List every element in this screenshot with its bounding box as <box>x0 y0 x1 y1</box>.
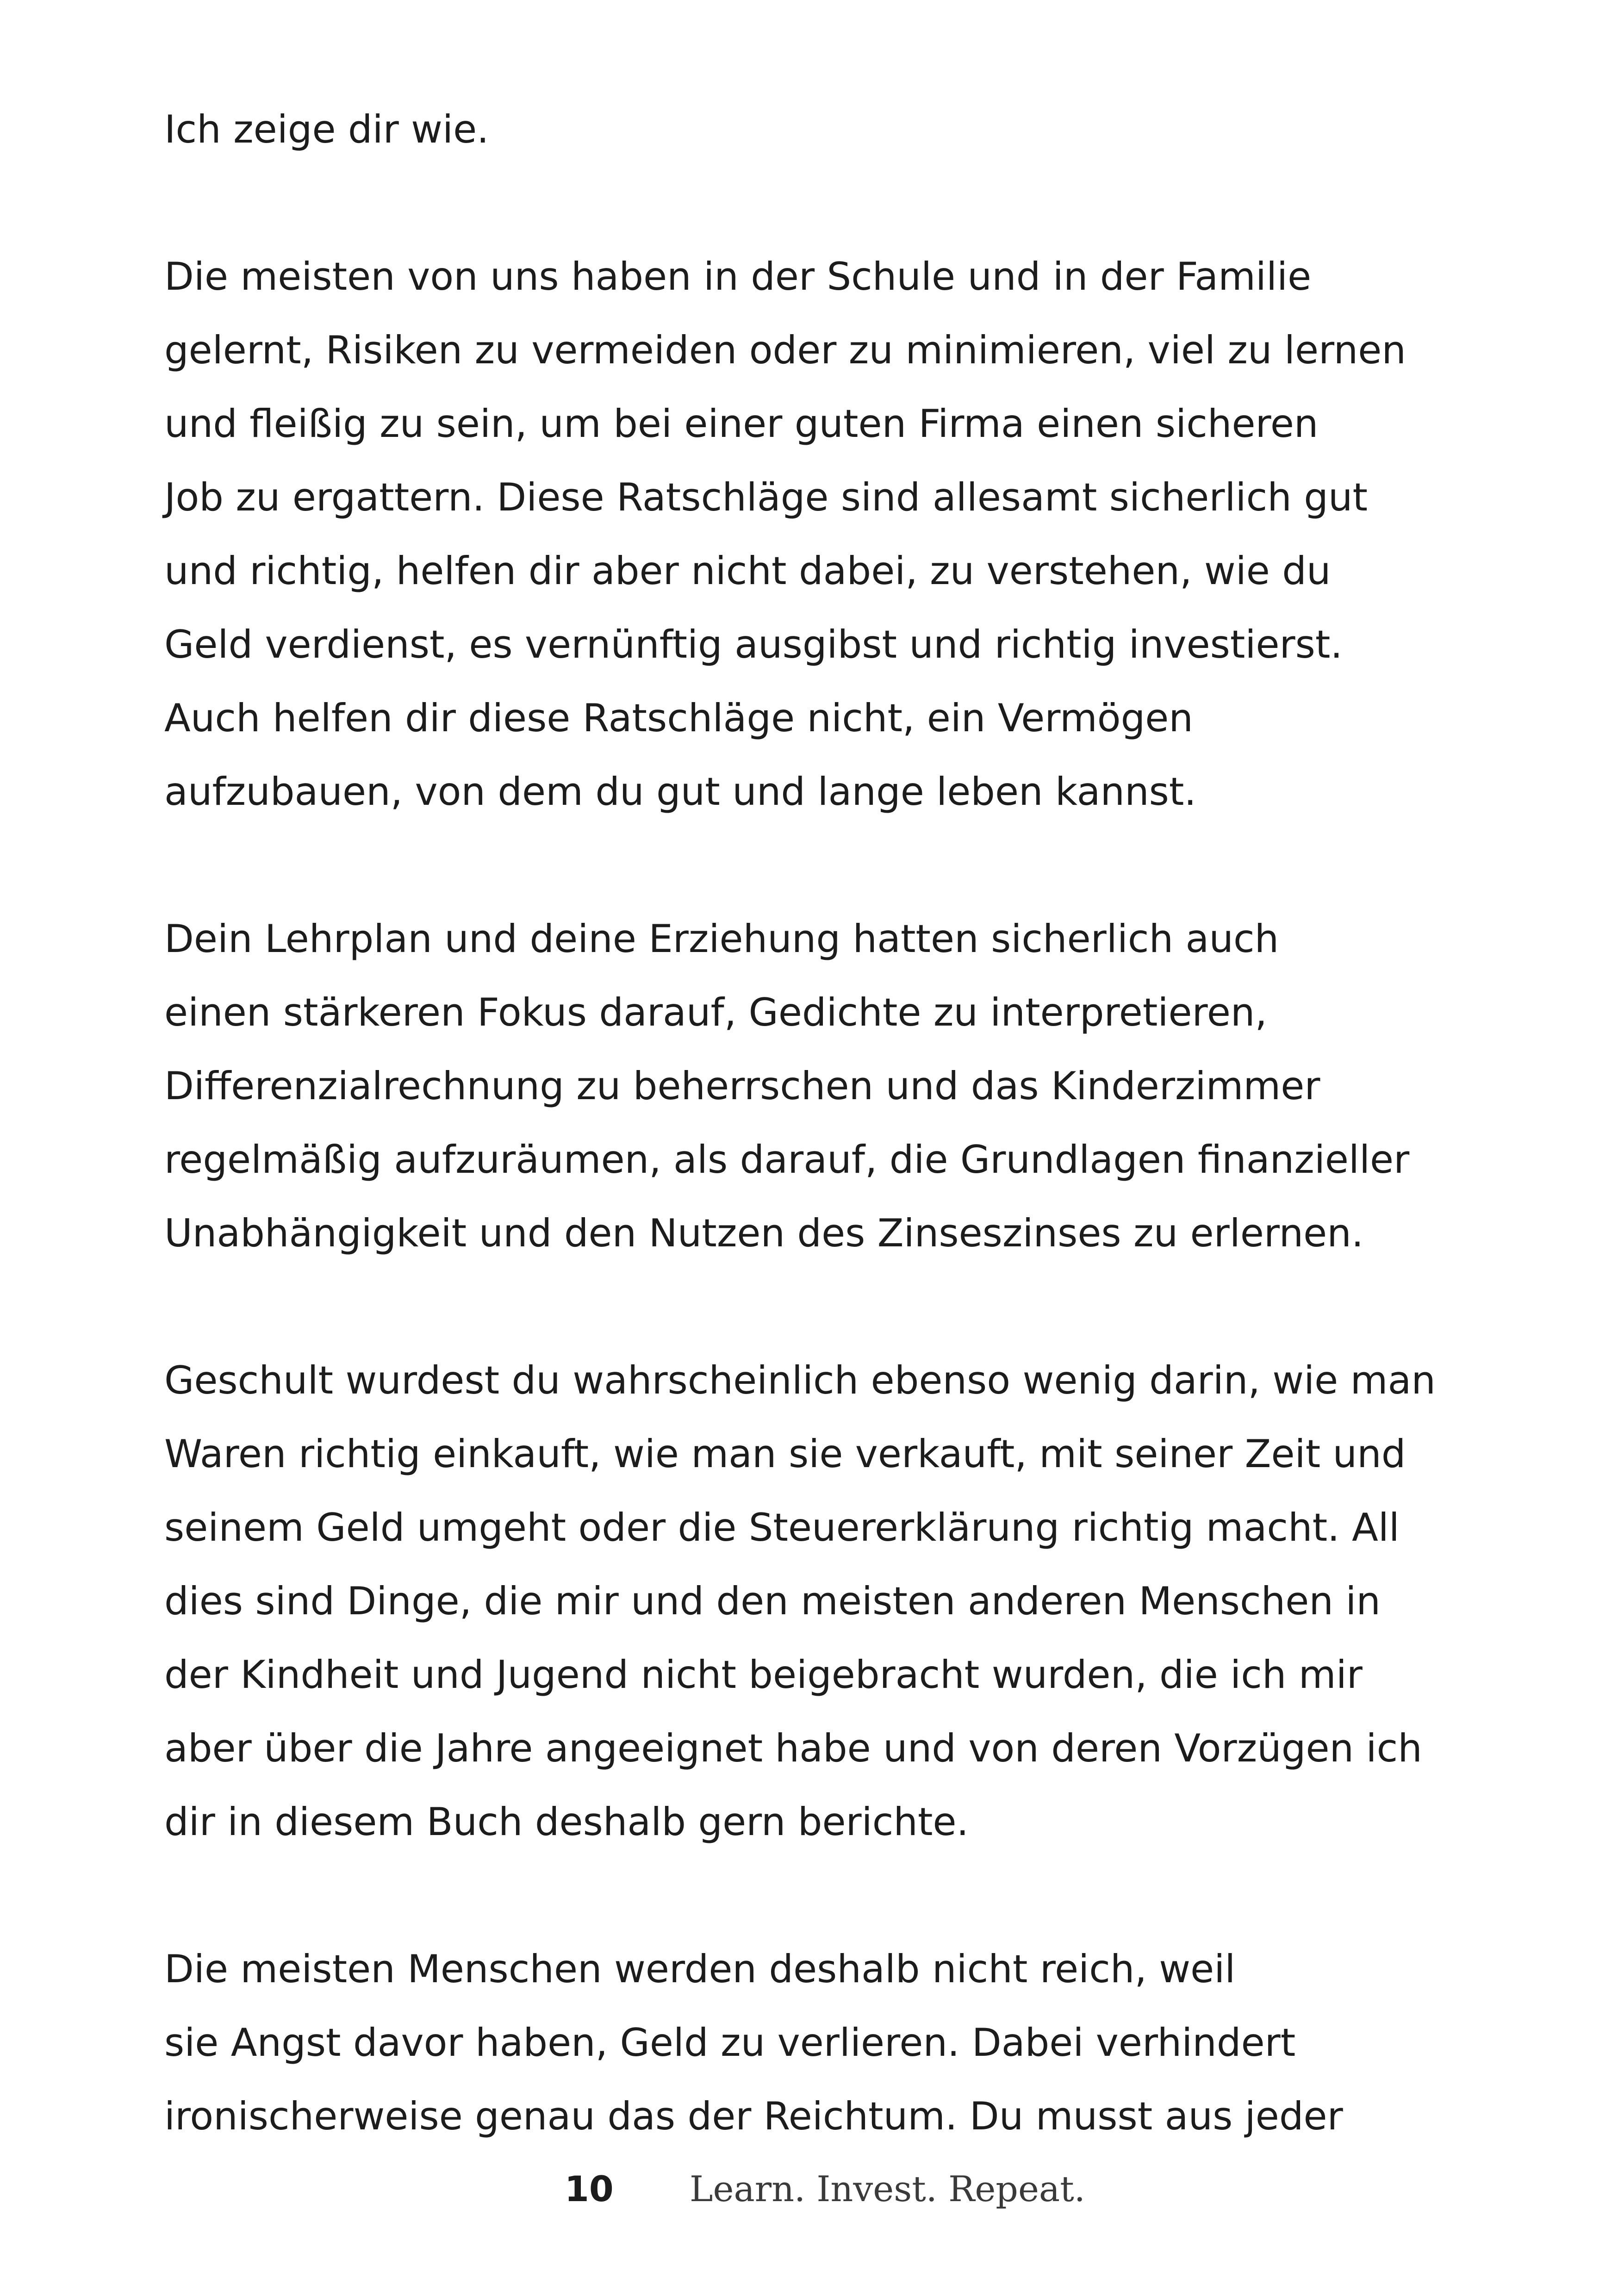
text-line: und fleißig zu sein, um bei einer guten Firma einen sicheren <box>164 401 1319 446</box>
text-line: Differenzialrechnung zu beherrschen und das Kinderzimmer <box>164 1064 1320 1108</box>
running-title: Learn. Invest. Repeat. <box>690 2168 1085 2209</box>
body-text <box>164 93 1506 2153</box>
paragraph-1 <box>164 93 1506 166</box>
text-line: einen stärkeren Fokus darauf, Gedichte zu interpretieren, <box>164 990 1267 1035</box>
paragraph-5 <box>164 1932 1506 2153</box>
paragraph-4 <box>164 1344 1506 1859</box>
text-line: Geld verdienst, es vernünftig ausgibst und richtig investierst. <box>164 622 1343 667</box>
text-line: Auch helfen dir diese Ratschläge nicht, ein Vermögen <box>164 696 1193 740</box>
page-number: 10 <box>565 2168 614 2209</box>
text-line: der Kindheit und Jugend nicht beigebracht wurden, die ich mir <box>164 1652 1363 1697</box>
text-line: und richtig, helfen dir aber nicht dabei, zu verstehen, wie du <box>164 548 1331 593</box>
text-line: ironischerweise genau das der Reichtum. Du musst aus jeder <box>164 2094 1343 2139</box>
text-line: Unabhängigkeit und den Nutzen des Zinseszinses zu erlernen. <box>164 1211 1364 1256</box>
text-line: Job zu ergattern. Diese Ratschläge sind allesamt sicherlich gut <box>164 475 1368 520</box>
paragraph-gap <box>164 1859 1506 1932</box>
text-line: aufzubauen, von dem du gut und lange leben kannst. <box>164 769 1196 814</box>
text-line: regelmäßig aufzuräumen, als darauf, die Grundlagen finanzieller <box>164 1137 1410 1182</box>
paragraph-3 <box>164 902 1506 1270</box>
text-line: sie Angst davor haben, Geld zu verlieren. Dabei verhindert <box>164 2020 1296 2065</box>
paragraph-gap <box>164 828 1506 902</box>
text-line: Die meisten Menschen werden deshalb nicht reich, weil <box>164 1947 1236 1991</box>
paragraph-gap <box>164 1270 1506 1344</box>
text-line: dies sind Dinge, die mir und den meisten anderen Menschen in <box>164 1579 1381 1624</box>
paragraph-2 <box>164 240 1506 828</box>
text-line: aber über die Jahre angeeignet habe und von deren Vorzügen ich <box>164 1726 1422 1771</box>
text-line: Dein Lehrplan und deine Erziehung hatten sicherlich auch <box>164 916 1279 961</box>
text-line: Die meisten von uns haben in der Schule und in der Familie <box>164 254 1312 299</box>
page-footer <box>0 2161 1618 2217</box>
text-line: Geschult wurdest du wahrscheinlich ebenso wenig darin, wie man <box>164 1358 1436 1403</box>
text-line: seinem Geld umgeht oder die Steuererklärung richtig macht. All <box>164 1505 1400 1550</box>
paragraph-gap <box>164 166 1506 240</box>
text-line: Waren richtig einkauft, wie man sie verkauft, mit seiner Zeit und <box>164 1431 1406 1476</box>
text-line: dir in diesem Buch deshalb gern berichte. <box>164 1799 969 1844</box>
text-line: gelernt, Risiken zu vermeiden oder zu minimieren, viel zu lernen <box>164 328 1406 373</box>
text-line: Ich zeige dir wie. <box>164 107 489 152</box>
